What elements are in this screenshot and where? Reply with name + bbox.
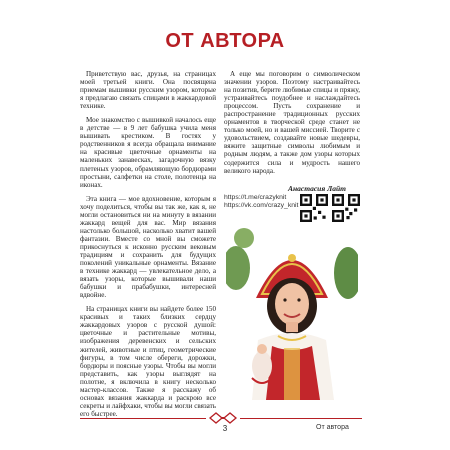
page-number: 3 <box>222 424 228 433</box>
telegram-qr-code-icon <box>300 194 328 222</box>
running-head: От автора <box>316 424 349 431</box>
author-photo <box>226 228 358 400</box>
social-links <box>224 194 298 210</box>
footer-rule-left <box>80 418 206 419</box>
right-column <box>224 70 360 181</box>
telegram-link[interactable]: https://t.me/crazyknit <box>224 194 287 201</box>
page-title: ОТ АВТОРА <box>165 30 285 52</box>
paragraph: Эта книга — мое вдохновение, которым я хочу поделиться, чтобы вы так же, как я, не могли остановиться ни на минуту в вязании жаккард вещей для вас. Мир вязания настолько большой, насколько хватит вашей фантазии. Вместе со мной вы сможете прикоснуться к исконно русским вековым традициям и сохранить для будущих поколений уникальные орнаменты. Вязание в технике жаккард — увлекательное дело, а вязать узоры, которые вышивали наши бабушки и прабабушки, интересней вдвойне. <box>80 194 216 300</box>
left-column <box>80 70 216 424</box>
vk-qr-code-icon <box>332 194 360 222</box>
paragraph: А еще мы поговорим о символическом значении узоров. Поэтому настраивайтесь на позитив, берите любимые спицы и пряжу, устраивайтесь поудобнее и наслаждайтесь процессом. Пусть сохранение и распространение традиционных русских орнаментов в творческой среде станет не только моей, но и вашей миссией. Творите с удовольствием, создавайте новые шедевры, вяжите защитные символы любимым и родным людям, а также дом узоры которых содержится сила и мудрость нашего великого народа. <box>224 70 360 175</box>
paragraph: Приветствую вас, друзья, на страницах моей третьей книги. Она посвящена приемам вышивки русским узором, которые я предлагаю связать спицами в жаккардовой технике. <box>80 70 216 111</box>
ornament-icon <box>208 412 238 424</box>
vk-link[interactable]: https://vk.com/crazy_knit <box>224 202 299 210</box>
paragraph: На страницах книги вы найдете более 150 красивых и таких близких сердцу жаккардовых узоров с русской душой: цветочные и растительные мотивы, изображения деревенских и сельских жителей, животные и птиц, геометрические фигуры, в том числе обереги, дорожки, бордюры и поясные узоры. Чтобы вы могли представить, как узоры выглядят на полотне, я включила в книгу несколько мастер-классов. Также я расскажу об основах вязания жаккарда и раскрою все секреты и лайфхаки, чтобы вы могли связать его быстрее. <box>80 305 216 418</box>
paragraph: Мое знакомство с вышивкой началось еще в детстве — в 9 лет бабушка учила меня вышивать крестиком. В гостях у родственников я всегда обращала внимание на красивые цветочные орнаменты на маленьких занавесках, загадочную вязку плетеных узоров, обрамляющую бордюрами простыни, салфетки на столе, полотенца на иконах. <box>80 116 216 189</box>
footer-rule-right <box>240 418 362 419</box>
author-signature: Анастасия Лайт <box>288 184 346 193</box>
